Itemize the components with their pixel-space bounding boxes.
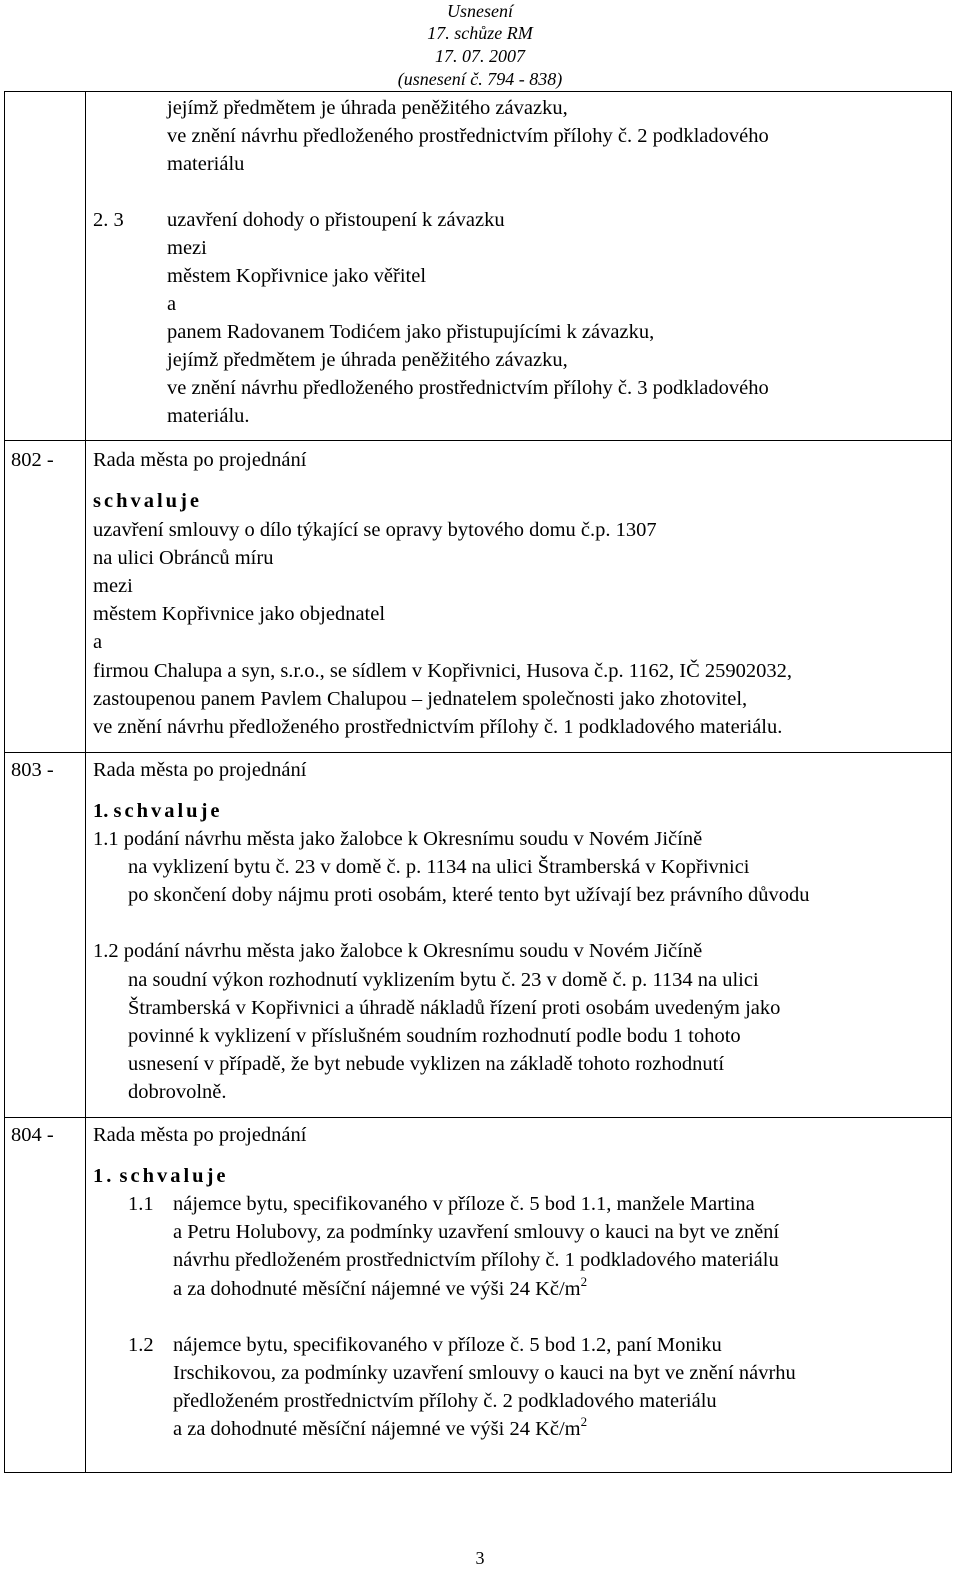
header-date: 17. 07. 2007: [435, 46, 525, 66]
resolution-803-p2-line-1: 1.2 podání návrhu města jako žalobce k Okresnímu soudu v Novém Jičíně: [93, 940, 703, 962]
resolution-803-p2-line-2: na soudní výkon rozhodnutí vyklizením bytu č. 23 v domě č. p. 1134 na ulici: [128, 969, 759, 991]
resolution-804-p1-line-4: [173, 1275, 587, 1303]
resolution-803-heading: Rada města po projednání: [93, 759, 307, 781]
resolution-804-p1-number: 1.1: [128, 1193, 154, 1215]
resolution-803-p1-line-1: 1.1 podání návrhu města jako žalobce k Okresnímu soudu v Novém Jičíně: [93, 828, 703, 850]
resolution-802-line-4: městem Kopřivnice jako objednatel: [93, 603, 386, 625]
cont-line-2: ve znění návrhu předloženého prostřednictvím přílohy č. 2 podkladového: [167, 125, 769, 147]
resolution-804-verb-text: schvaluje: [119, 1165, 229, 1187]
item-2-3-line-6: jejímž předmětem je úhrada peněžitého závazku,: [167, 349, 568, 371]
resolution-803-p2-line-6: dobrovolně.: [128, 1081, 227, 1103]
resolution-804-p1-line-3: návrhu předloženém prostřednictvím přílohy č. 1 podkladového materiálu: [173, 1249, 779, 1271]
resolution-803-p2-line-3: Štramberská v Kopřivnici a úhradě nákladů řízení proti osobám uvedeným jako: [128, 997, 781, 1019]
resolution-804-p1-line-1: nájemce bytu, specifikovaného v příloze č. 5 bod 1.1, manžele Martina: [173, 1193, 755, 1215]
table-column-divider: [85, 91, 86, 1473]
resolution-804-p2-line-4: [173, 1415, 587, 1443]
resolution-804-p2-superscript: 2: [580, 1414, 588, 1429]
row-divider-804: [4, 1117, 952, 1118]
resolution-804-p2-line-4-text: a za dohodnuté měsíční nájemné ve výši 24 Kč/m: [173, 1418, 581, 1440]
resolution-804-p2-number: 1.2: [128, 1334, 154, 1356]
page-number: 3: [475, 1548, 485, 1568]
resolution-804-verb-number: 1.: [93, 1165, 115, 1187]
item-2-3-line-8: materiálu.: [167, 405, 250, 427]
resolution-803-p1-line-2: na vyklizení bytu č. 23 v domě č. p. 1134 na ulici Štramberská v Kopřivnici: [128, 856, 750, 878]
resolution-804-p1-superscript: 2: [580, 1274, 588, 1289]
resolution-803-p2-line-5: usnesení v případě, že byt nebude vyklizen na základě tohoto rozhodnutí: [128, 1053, 725, 1075]
header-title: Usnesení: [447, 1, 513, 21]
header-meeting: 17. schůze RM: [427, 23, 533, 43]
row-divider-802: [4, 440, 952, 441]
resolution-802-line-1: uzavření smlouvy o dílo týkající se opravy bytového domu č.p. 1307: [93, 519, 657, 541]
resolution-804-p2-line-1: nájemce bytu, specifikovaného v příloze č. 5 bod 1.2, paní Moniku: [173, 1334, 722, 1356]
resolution-804-heading: Rada města po projednání: [93, 1124, 307, 1146]
item-2-3-line-5: panem Radovanem Todićem jako přistupujícími k závazku,: [167, 321, 655, 343]
resolution-804-verb: [93, 1162, 229, 1190]
resolution-804-p2-line-2: Irschikovou, za podmínky uzavření smlouvy o kauci na byt ve znění návrhu: [173, 1362, 796, 1384]
resolution-803-verb-text: schvaluje: [113, 800, 223, 822]
resolution-804-number: 804 -: [11, 1124, 54, 1146]
resolution-802-line-2: na ulici Obránců míru: [93, 547, 274, 569]
resolution-804-p2-line-3: předloženém prostřednictvím přílohy č. 2 podkladového materiálu: [173, 1390, 717, 1412]
resolution-802-line-8: ve znění návrhu předloženého prostřednictvím přílohy č. 1 podkladového materiálu.: [93, 716, 783, 738]
item-2-3-line-3: městem Kopřivnice jako věřitel: [167, 265, 427, 287]
resolution-804-p1-line-4-text: a za dohodnuté měsíční nájemné ve výši 24 Kč/m: [173, 1278, 581, 1300]
header-range: (usnesení č. 794 - 838): [397, 69, 563, 89]
cont-line-3: materiálu: [167, 153, 245, 175]
resolution-802-heading: Rada města po projednání: [93, 449, 307, 471]
resolution-802-line-6: firmou Chalupa a syn, s.r.o., se sídlem v Kopřivnici, Husova č.p. 1162, IČ 25902032,: [93, 660, 793, 682]
resolution-803-p2-line-4: povinné k vyklizení v příslušném soudním rozhodnutí podle bodu 1 tohoto: [128, 1025, 741, 1047]
resolution-803-verb-number: 1.: [93, 800, 109, 822]
resolution-802-line-3: mezi: [93, 575, 133, 597]
resolution-803-verb: [93, 797, 223, 825]
item-2-3-line-2: mezi: [167, 237, 207, 259]
resolution-802-number: 802 -: [11, 449, 54, 471]
cont-line-1: jejímž předmětem je úhrada peněžitého závazku,: [167, 97, 568, 119]
item-2-3-line-4: a: [167, 293, 177, 315]
item-2-3-number: 2. 3: [93, 209, 124, 231]
row-divider-803: [4, 752, 952, 753]
resolution-802-verb: schvaluje: [93, 490, 202, 512]
item-2-3-line-1: uzavření dohody o přistoupení k závazku: [167, 209, 505, 231]
item-2-3-line-7: ve znění návrhu předloženého prostřednictvím přílohy č. 3 podkladového: [167, 377, 769, 399]
resolution-803-p1-line-3: po skončení doby nájmu proti osobám, které tento byt užívají bez právního důvodu: [128, 884, 810, 906]
resolution-802-line-7: zastoupenou panem Pavlem Chalupou – jednatelem společnosti jako zhotovitel,: [93, 688, 748, 710]
resolution-802-line-5: a: [93, 631, 103, 653]
resolution-804-p1-line-2: a Petru Holubovy, za podmínky uzavření smlouvy o kauci na byt ve znění: [173, 1221, 780, 1243]
resolution-803-number: 803 -: [11, 759, 54, 781]
